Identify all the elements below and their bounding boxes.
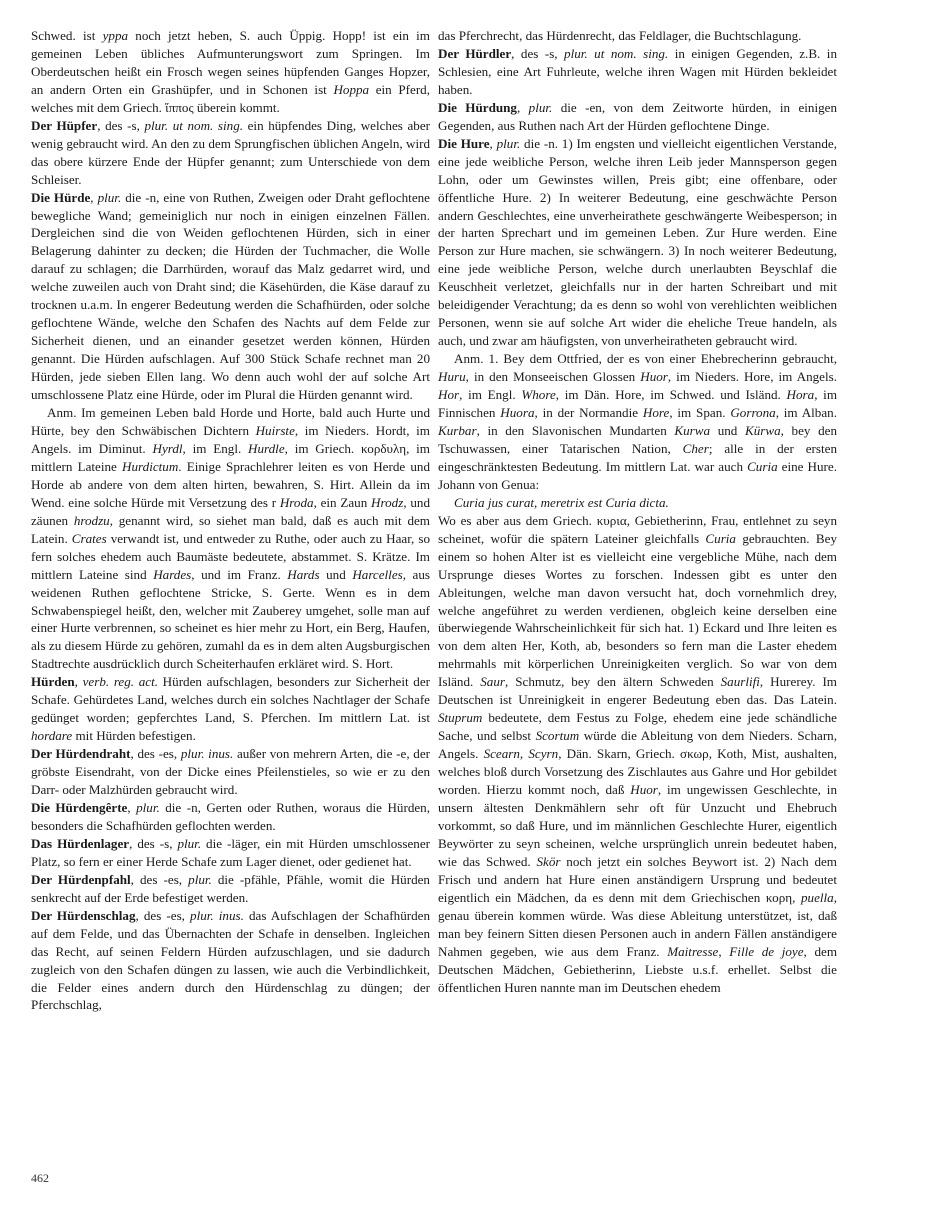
right-paragraph-1: das Pferchrecht, das Hürdenrecht, das Feldlager, die Buchtschlagung. xyxy=(438,28,802,43)
left-paragraph-7: Die Hürdengêrte, plur. die -n, Gerten oder Ruthen, woraus die Hürden, besonders die Schafhürden geflochten werden. xyxy=(31,799,431,833)
left-paragraph-3: Die Hürde, plur. die -n, eine von Ruthen, Zweigen oder Draht geflochtene bewegliche Wand; gemeiniglich nur noch in einigen einzelnen Fällen. Dergleichen sind die von Weiden geflochtenen Hürden, sich in einer Belagerung dahinter zu decken; die Hürden der Tuchmacher, die Wolle darauf zu schlagen; die Darrhürden, worauf das Malz gedarret wird, und welche zuweilen auch von Draht sind; die Käsehürden, die Käse darauf zu trocknen u.a.m. In engerer Bedeutung werden die Schafhürden, oder solche geflochtene Wände, welche den Schafen des Nachts auf dem Felde zur Sicherheit dienen, und an einander gesetzet werden können, Hürden genannt. Die Hürden aufschlagen. Auf 300 Stück Schafe rechnet man 20 Hürden, jede sieben Ellen lang. Wo denn auch wohl der auf solche Art umschlossene Platz eine Hürde, oder im Plural die Hürden genannt wird. xyxy=(31,189,430,403)
left-paragraph-9: Der Hürdenpfahl, des -es, plur. die -pfähle, Pfähle, womit die Hürden senkrecht auf der Erde befestiget werden. xyxy=(31,871,430,905)
right-paragraph-5: Anm. 1. Bey dem Ottfried, der es von einer Ehebrecherinn gebraucht, Huru, in den Monseeischen Glossen Huor, im Nieders. Hore, im Angels. Hor, im Engl. Whore, im Dän. Hore, im Schwed. und Isländ. Hora, im Finnischen Huora, in der Normandie Hore, im Span. Gorrona, im Alban. Kurbar, in den Slavonischen Mundarten Kurwa und Kürwa, bey den Tschuwassen, einer Tatarischen Nation, Cher; alle in der ersten eingeschränktesten Bedeutung. Im mittlern Lat. war auch Curia eine Hure. Johann von Genua: xyxy=(438,351,838,492)
right-paragraph-7: Wo es aber aus dem Griech. κυρια, Gebietherinn, Frau, entlehnet zu seyn scheinet, wofür die spätern Lateiner gleichfalls Curia gebrauchten. Bey einem so hohen Alter ist es vielleicht eine vergebliche Mühe, nach dem Ursprunge dieses Wortes zu forschen. Indessen gibt es unter den Ableitungen, welche man davon versucht hat, doch vornehmlich drey, welche angeführet zu werden verdienen, obgleich keine derselben eine überwiegende Wahrscheinlichkeit für sich hat. 1) Eckard und Ihre leiten es von dem alten Her, Koth, ab, besonders so fern man die Laster ehedem mehrmahls mit körperlichen Unreinigkeiten verglich. So war von dem Isländ. Saur, Schmutz, bey den ältern Schweden Saurlifi, Hurerey. Im Deutschen ist Unreinigkeit in engerer Bedeutung eben das. Das Latein. Stuprum bedeutete, dem Festus zu Folge, ehedem eine jede schändliche Sache, und selbst Scortum würde die Ableitung von dem Nieders. Scharn, Angels. Scearn, Scyrn, Dän. Skarn, Griech. σκωρ, Koth, Mist, aushalten, welches bloß durch Vorsetzung des Zischlautes aus Gahre und Hor gebildet worden. Hierzu kommt noch, daß Huor, im ungewissen Geschlechte, in unsern ältesten Denkmählern sehr oft für Unzucht und Ehebruch vorkommt, so daß Hure, und im männlichen Geschlechte Hurer, eigentlich Beywörter zu seyn scheinen, welche ursprünglich unrein bedeutet haben, wie das Schwed. Skör noch jetzt ein solches Beywort ist. 2) Nach dem Frisch und andern hat Hure einen anständigern Ursprung und bedeutet eigentlich ein Mädchen, da es denn mit dem Griechischen κορη, puella, genau überein kommen würde. Was diese Ableitung unterstützet, ist, daß man bey feinern Sitten diesen Personen auch in andern Fällen anständigere Nahmen gegeben, wie aus dem Franz. Maitresse, Fille de joye, dem Deutschen Mädchen, Gebietherinn, Liebste u.s.f. erhellet. Selbst die öffentlichen Huren nannte man im Deutschen ehedem xyxy=(438,512,838,995)
left-paragraph-5: Hürden, verb. reg. act. Hürden aufschlagen, besonders zur Sicherheit der Schafe. Gehürdetes Land, welches durch ein solches Nachtlager der Schafe gedünget worden; gepferchtes Land, S. Pferchen. Im mittlern Lat. ist hordare mit Hürden befestigen. xyxy=(31,674,430,744)
right-paragraph-4: Die Hure, plur. die -n. 1) Im engsten und vielleicht eigentlichen Verstande, eine jede weibliche Person, welche ihren Leib jeder Mannsperson gegen Lohn, oder um Gewinstes willen, Preis gibt; eine offenbare, oder öffentliche Hure. 2) In weiterer Bedeutung, eine geschwächte Person andern Geschlechtes, eine unverheirathete geschwängerte Weibesperson; in der harten Sprechart und im gemeinen Leben. Zur Hure werden. Eine Person zur Hure machen, sie schwängern. 3) In noch weiterer Bedeutung, eine jede weibliche Person, welche durch unerlaubten Beyschlaf die Keuschheit verletzet, gleichfalls nur in der harten Schreibart und mit beleidigender Verachtung; da es denn so wohl von verehlichten weiblichen Personen, wenn sie auf solche Art wider die eheliche Treue handeln, als auch, und zwar am häufigsten, von unverheiratheten gebraucht wird. xyxy=(438,135,837,349)
left-paragraph-4: Anm. Im gemeinen Leben bald Horde und Horte, bald auch Hurte und Hürte, bey den Schwäbischen Dichtern Huirste, im Nieders. Hordt, im Angels. im Diminut. Hyrdl, im Engl. Hurdle, im Griech. κορδυλη, im mittlern Lateine Hurdictum. Einige Sprachlehrer leiten es von Herde und Horde ab andere von dem alten hirten, bewahren, S. Hirt. Allein da im Wend. eine solche Hürde mit Versetzung des r Hroda, ein Zaun Hrodz, und zäunen hrodzu, genannt wird, so siehet man bald, daß es auch mit dem Latein. Crates verwandt ist, und entweder zu Ruthe, oder auch zu Haar, so fern solches ehedem auch Baumäste bedeutete, abstammet. S. Krätze. Im mittlern Lateine sind Hardes, und im Franz. Hards und Harcelles, aus weidenen Ruthen geflochtene Stricke, S. Gerte. Wenn es in dem Schwabenspiegel heißt, den, welcher mit Zauberey umgehet, solle man auf einer Hurte verbrennen, so scheinet es hier mehr zu Hort, ein Berg, Haufen, als zu diesem Hürde zu gehören, zumahl da es in dem alten Augsburgischen Stadtrechte ausdrücklich durch Scheiterhaufen erkläret wird. S. Hort. xyxy=(31,405,431,672)
right-paragraph-2: Der Hürdler, des -s, plur. ut nom. sing. in einigen Gegenden, z.B. in Schlesien, eine Art Fuhrleute, welche ihren Wagen mit Hürden bekleidet haben. xyxy=(438,45,837,97)
page-number: 462 xyxy=(31,1171,49,1185)
left-paragraph-1: Schwed. ist yppa noch jetzt heben, S. auch Üppig. Hopp! ist ein im gemeinen Leben übliches Aufmunterungswort zum Springen. Im Oberdeutschen heißt ein Frosch wegen seines hüpfenden Ganges Hopzer, an andern Orten ein Grashüpfer, und in Schonen ist Hoppa ein Pferd, welches mit dem Griech. ἵππος überein kommt. xyxy=(31,28,430,115)
left-paragraph-8: Das Hürdenlager, des -s, plur. die -läger, ein mit Hürden umschlossener Platz, so fern er einer Herde Schafe zum Lager dienet, oder gedienet hat. xyxy=(31,835,430,869)
left-paragraph-2: Der Hüpfer, des -s, plur. ut nom. sing. ein hüpfendes Ding, welches aber wenig gebraucht wird. An den zu dem Sprungfischen üblichen Angeln, wird das obere kürzere Ende der Hüpfer genannt; zum Unterschiede von dem Schleiser. xyxy=(31,117,430,187)
left-paragraph-10: Der Hürdenschlag, des -es, plur. inus. das Aufschlagen der Schafhürden auf dem Felde, und das Übernachten der Schafe in denselben. Ingleichen das Recht, auf seinen Feldern Hürden aufzuschlagen, und sie dadurch zugleich von den Schafen düngen zu lassen, wie auch die Verbindlichkeit, die Felder eines andern durch den Hürdenschlag zu düngen; der Pferchschlag, xyxy=(31,907,431,1013)
left-paragraph-6: Der Hürdendraht, des -es, plur. inus. außer von mehrern Arten, die -e, der gröbste Eisendraht, von der Dicke eines Pfeilenstieles, so wie er zu den Darr- oder Malzhürden gebraucht wird. xyxy=(31,746,431,798)
right-paragraph-6: Curia jus curat, meretrix est Curia dicta. xyxy=(454,494,669,510)
left-column xyxy=(31,27,430,1014)
right-column xyxy=(438,27,837,996)
right-paragraph-3: Die Hürdung, plur. die -en, von dem Zeitworte hürden, in einigen Gegenden, aus Ruthen nach Art der Hürden geflochtene Dinge. xyxy=(438,99,837,133)
